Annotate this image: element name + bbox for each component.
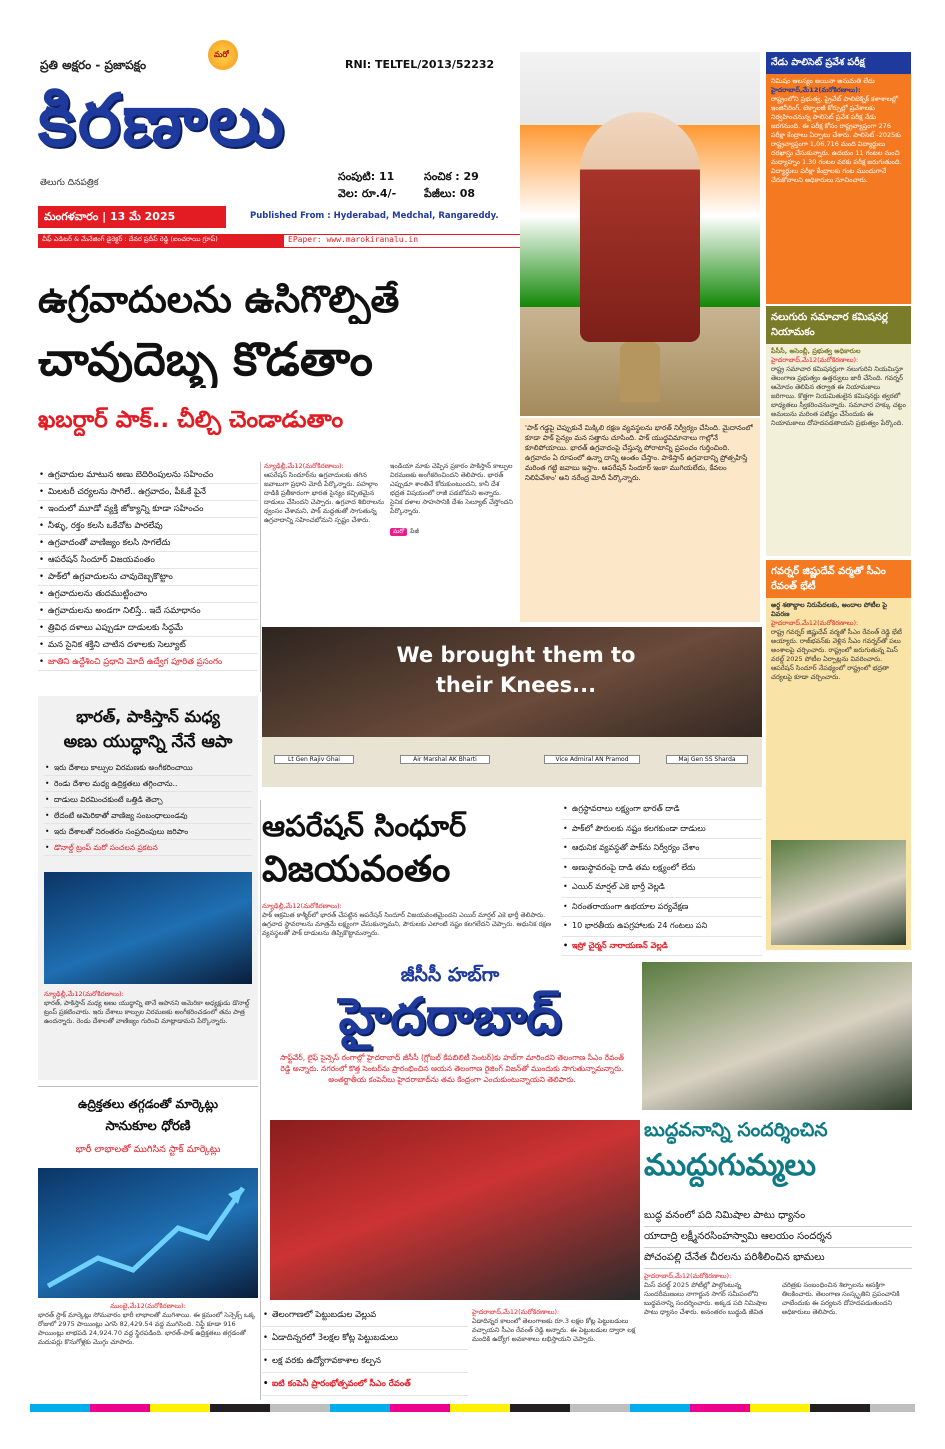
gcc-box xyxy=(262,962,638,1114)
date-banner: మంగళవారం | 13 మే 2025 xyxy=(38,206,226,228)
divider xyxy=(38,1086,258,1087)
lead-bullet: • ఉగ్రవాదుల మాటున అణు బెదిరింపులను సహించం xyxy=(38,467,258,484)
gcc-body: సాఫ్ట్‌వేర్, లైఫ్ సైన్సెస్ రంగాల్లో హైదరాబాద్ జీసీసీ (గ్లోబల్ కేపబిలిటీ సెంటర్)కు హబ్‌గా మారిందని తెలంగాణ సీఎం రేవంత్ రెడ్డి అన్నారు. నగరంలో కొత్త సెంటర్‌ను ప్రారంభించిన ఆయన తెలంగాణ రైజింగ్ విజన్‌తో ముందుకు సాగుతున్నామన్నారు. అంతర్జాతీయ కంపెనీలు హైదరాబాద్‌ను తమ కేంద్రంగా ఎంచుకుంటున్నాయని తెలిపారు. xyxy=(280,1053,624,1084)
misswo-headline-1: బుద్ధవనాన్ని సందర్శించిన xyxy=(644,1119,828,1141)
trump-headline-1: భారత్, పాకిస్తాన్ మధ్య xyxy=(76,707,220,726)
name-card: Vice Admiral AN Pramod xyxy=(544,755,640,764)
sindoor-caption-1: We brought them to xyxy=(396,643,636,667)
epaper-url[interactable]: EPaper: www.marokiranalu.in xyxy=(284,235,520,247)
invest-dateline: హైదరాబాద్,మే12(మరోకిరణాలు): xyxy=(472,1308,560,1316)
lead-body-2: ఇండియా మాకు చెప్పిన ప్రకారం పాకిస్తాన్ కాల్పుల విరమణకు అంగీకరించిందని తెలిపారు. భారత్ ఎప్పుడూ శాంతినే కోరుకుంటుందని, కానీ దేశ భద్రత విషయంలో రాజీ పడబోమని అన్నారు. సైనిక దళాల సాహసానికి దేశం సెల్యూట్ చేస్తోందని పేర్కొన్నారు. xyxy=(390,462,513,515)
lead-tag: మరో xyxy=(390,528,407,536)
trump-body: భారత్, పాకిస్తాన్ మధ్య అణు యుద్ధాన్ని తానే ఆపానని అమెరికా అధ్యక్షుడు డొనాల్డ్ ట్రంప్ ప్రకటించారు. ఇరు దేశాలు కాల్పుల విరమణకు అంగీకరించడంలో తమ పాత్ర ఉందన్నారు. రెండు దేశాలతో వాణిజ్యం గురించి మాట్లాడామని పేర్కొన్నారు. xyxy=(44,999,250,1025)
sidebar-rti xyxy=(766,306,911,556)
sindoor-bullet: • నిరంతరాయంగా ఉభయాల పర్యవేక్షణ xyxy=(562,898,762,918)
lead-body-1: ఆపరేషన్ సిందూర్‌ను ఉగ్రవాదులకు తగిన జవాబుగా ప్రధాని మోదీ పేర్కొన్నారు. పహల్గాం దాడికి ప్రతీకారంగా భారత సైన్యం కచ్చితమైన దాడులు చేసిందని చెప్పారు. ఉగ్రవాద శిబిరాలను ధ్వంసం చేశామని, పాక్ మద్దతుతో సాగుతున్న ఉగ్రవాదాన్ని సహించబోమని స్పష్టం చేశారు. xyxy=(264,471,384,524)
governor-photo xyxy=(771,840,906,945)
lead-bullet: • ఉగ్రవాదులను అండగా నిలిస్తే.. ఇదే సమాధానం xyxy=(38,603,258,620)
sidebar-polycet xyxy=(766,52,911,304)
misswo-dateline: హైదరాబాద్,మే12(మరోకిరణాలు): xyxy=(644,1272,732,1280)
invest-bullets xyxy=(262,1304,468,1396)
polycet-body: రాష్ట్రంలోని ప్రభుత్వ, ప్రైవేట్ పాలిటెక్నిక్ కళాశాలల్లో ఇంజినీరింగ్, టెక్నాలజీ కోర్సుల్లో ప్రవేశాలకు నిర్వహించనున్న పాలిసెట్ ప్రవేశ పరీక్ష నేడు జరగనుంది. ఈ పరీక్ష కోసం రాష్ట్రవ్యాప్తంగా 276 పరీక్షా కేంద్రాలు ఏర్పాటు చేశారు. పాలిసెట్ -2025కు రాష్ట్రవ్యాప్తంగా 1,06,716 మంది విద్యార్థులు దరఖాస్తు చేసుకున్నారు. ఉదయం 11 గంటల నుంచి మధ్యాహ్నం 1.30 గంటల వరకు పరీక్ష జరుగుతుంది. విద్యార్థులు పరీక్షా కేంద్రాలకు గంట ముందుగానే చేరుకోవాలని అధికారులు సూచించారు. xyxy=(771,95,902,184)
trump-photo xyxy=(44,872,252,984)
market-body xyxy=(38,1302,258,1400)
governor-dateline: హైదరాబాద్,మే12(మరోకిరణాలు): xyxy=(771,619,859,627)
market-body-text: భారత్ స్టాక్ మార్కెట్లు సోమవారం భారీ లాభాలతో ముగిశాయి. ఈ క్రమంలో సెన్సెక్స్ ఒక్క రోజులో 2975 పాయింట్లు ఎగసి 82,429.54 వద్ద ముగిసింది. నిఫ్టీ కూడా 916 పాయింట్లు లాభపడి 24,924.70 వద్ద స్థిరపడింది. భారత్-పాక్ ఉద్రిక్తతలు తగ్గడంతో మదుపర్లు కొనుగోళ్లకు మొగ్గు చూపారు. xyxy=(38,1311,256,1346)
masthead xyxy=(0,0,520,250)
lead-bullet: • జాతిని ఉద్దేశించి ప్రధాని మోదీ ఉద్వేగ పూరిత ప్రసంగం xyxy=(38,654,258,671)
published-from: Published From : Hyderabad, Medchal, Rangareddy. xyxy=(250,211,499,221)
trump-box xyxy=(38,696,258,1080)
tagline: ప్రతి అక్షరం - ప్రజాపక్షం xyxy=(40,58,147,72)
market-headline-1: ఉద్రిక్తతలు తగ్గడంతో మార్కెట్లు xyxy=(77,1097,219,1111)
lead-body-col-2 xyxy=(390,462,514,622)
sindoor-headline-1: ఆపరేషన్ సింధూర్ xyxy=(262,809,467,843)
logo-badge-text: మరో xyxy=(214,50,229,59)
lead-quote-box xyxy=(520,418,760,622)
sindoor-body-text: పాక్ ఆక్రమిత కాశ్మీర్‌లో భారత్ చేపట్టిన ఆపరేషన్ సిందూర్ విజయవంతమైందని ఎయిర్ మార్షల్ ఎకె భార్తీ తెలిపారు. ఉగ్రవాద స్థావరాలను మాత్రమే లక్ష్యంగా చేసుకున్నామని, పౌరులకు ఎలాంటి నష్టం కలగలేదని చెప్పారు. ఆధునిక రక్షణ వ్యవస్థలతో పాక్ దాడులను తిప్పికొట్టామన్నారు. xyxy=(262,911,552,937)
sidebar-governor xyxy=(766,560,911,950)
trump-bullet: • డొనాల్డ్ ట్రంప్ మరో సంచలన ప్రకటన xyxy=(44,840,252,856)
misswo-bullet: పోచంపల్లి చేనేత చీరలను పరిశీలించిన భామలు xyxy=(644,1248,912,1269)
invest-photo xyxy=(270,1120,640,1300)
invest-bullet: • లక్ష వరకు ఉద్యోగావకాశాల కల్పన xyxy=(262,1350,468,1373)
polycet-title: నేడు పాలిసెట్ ప్రవేశ పరీక్ష xyxy=(766,52,911,74)
market-headline-2: సానుకూల ధోరణి xyxy=(105,1119,191,1134)
lead-subhead: ఖబర్దార్ పాక్.. చీల్చి చెండాడుతాం xyxy=(38,407,344,433)
polycet-dateline: హైదరాబాద్,మే12(మరోకిరణాలు): xyxy=(771,86,861,94)
invest-bullet: • ఏడాదిన్నరలో 3లక్షల కోట్ల పెట్టుబడులు xyxy=(262,1327,468,1350)
lead-headline-1: ఉగ్రవాదులను ఉసిగొల్పితే xyxy=(38,278,400,321)
rti-dateline: హైదరాబాద్,మే12(మరోకిరణాలు): xyxy=(771,356,859,364)
sindoor-bullet: • ఎయిర్ మార్షల్ ఎకె భార్తీ వెల్లడి xyxy=(562,878,762,898)
divider xyxy=(260,462,261,692)
lead-tag-2: పేజీ xyxy=(410,528,419,535)
governor-title: గవర్నర్ జిష్ణుదేవ్ వర్మతో సీఎం రేవంత్ భేటీ xyxy=(766,560,911,598)
trump-bullet: • దాడులు విరమించకుంటే ఒత్తిడి తెచ్చా xyxy=(44,792,252,808)
lead-bullet: • పాక్‌లో ఉగ్రవాదులను చావుదెబ్బకొట్టాం xyxy=(38,569,258,586)
market-arrow-icon xyxy=(38,1168,258,1298)
rni-number: RNI: TELTEL/2013/52232 xyxy=(345,58,495,71)
trump-bullet: • ఇరు దేశాలతో నిరంతరం సంప్రదింపులు జరిపాం xyxy=(44,824,252,840)
market-dateline: ముంబై,మే12(మరోకిరణాలు): xyxy=(110,1302,186,1310)
misswo-body-text: మిస్ వరల్డ్ 2025 పోటీల్లో పాల్గొంటున్న సుందరీమణులు నాగార్జున సాగర్ సమీపంలోని బుద్ధవనాన్ని సందర్శించారు. అక్కడ పది నిమిషాల పాటు ధ్యానం చేశారు. అనంతరం బుద్ధుడి జీవిత చరిత్రకు సంబంధించిన శిల్పాలను ఆసక్తిగా తిలకించారు. తెలంగాణ సంస్కృతిని ప్రపంచానికి చాటేందుకు ఈ పర్యటన దోహదపడుతుందని అధికారులు తెలిపారు. xyxy=(644,1281,900,1316)
lead-bullet: • ఆపరేషన్ సిందూర్ విజయవంతం xyxy=(38,552,258,569)
sindoor-dateline: న్యూఢిల్లీ,మే12(మరోకిరణాలు): xyxy=(262,902,342,910)
polycet-intro: నిమిషం ఆలస్యం అయినా అనుమతి లేదు xyxy=(771,77,875,85)
lead-bullet: • మిలటరీ చర్యలను సాగిలే.. ఉగ్రవాదం, పీఓకే పైనే xyxy=(38,484,258,501)
volume: సంపుటి: 11 xyxy=(338,170,395,183)
rti-title: నలుగురు సమాచార కమిషనర్ల నియామకం xyxy=(766,306,911,344)
trump-bullet: • రెండు దేశాల మధ్య ఉద్రిక్తతలు తగ్గించాను.. xyxy=(44,776,252,792)
lead-bullet: • నీళ్ళు, రక్తం కలసి ఒకేచోట పారలేవు xyxy=(38,518,258,535)
invest-body-text: ఏడాదిన్నర కాలంలో తెలంగాణకు రూ.3 లక్షల కోట్ల పెట్టుబడులు వచ్చాయని సీఎం రేవంత్ రెడ్డి అన్నారు. ఈ పెట్టుబడుల ద్వారా లక్ష మందికి ఉద్యోగ అవకాశాలు లభిస్తాయని చెప్పారు. xyxy=(472,1317,636,1343)
emblem-icon xyxy=(620,342,660,402)
rti-body: రాష్ట్ర సమాచార కమిషనర్లుగా నలుగురిని నియమిస్తూ తెలంగాణ ప్రభుత్వం ఉత్తర్వులు జారీ చేసింది. గవర్నర్ ఆమోదం తెలిపిన తర్వాత ఈ నియామకాలు జరిగాయి. కొత్తగా నియమితులైన కమిషనర్లు త్వరలో బాధ్యతలు స్వీకరించనున్నారు. సమాచార హక్కు చట్టం అమలును మరింత పటిష్టం చేసేందుకు ఈ నియామకాలు దోహదపడతాయని ప్రభుత్వం పేర్కొంది. xyxy=(771,365,906,427)
trump-bullet: • లేదంటే అమెరికాతో వాణిజ్య సంబంధాలుండవు xyxy=(44,808,252,824)
pages: పేజీలు: 08 xyxy=(424,187,476,200)
name-card: Maj Gen SS Sharda xyxy=(666,755,748,764)
modi-photo xyxy=(520,52,760,416)
lead-bullet: • ఉగ్రవాదులను తుదముట్టించాం xyxy=(38,586,258,603)
misswo-body xyxy=(644,1272,912,1402)
rti-intro: పీసీసీ, అసెంబ్లీ, ప్రభుత్వ అధికారుల xyxy=(771,347,861,355)
editor-credit: చీఫ్ ఎడిటర్ & మేనేజింగ్ డైరెక్టర్ : దేవర ప్రదీప్ రెడ్డి (ఐంచరాయి గ్రూప్) xyxy=(42,235,218,243)
governor-body: రాష్ట్ర గవర్నర్ జిష్ణుదేవ్ వర్మతో సీఎం రేవంత్ రెడ్డి భేటీ అయ్యారు. రాజ్‌భవన్‌కు వెళ్లిన సీఎం గవర్నర్‌తో పలు అంశాలపై చర్చించారు. రాష్ట్రంలో జరుగుతున్న మిస్ వరల్డ్ 2025 పోటీల ఏర్పాట్లను వివరించారు. ఆపరేషన్ సిందూర్ నేపథ్యంలో రాష్ట్రంలో భద్రతా చర్యలపై కూడా చర్చించారు. xyxy=(771,628,902,681)
name-card: Lt Gen Rajiv Ghai xyxy=(274,755,354,764)
lead-body-col-1 xyxy=(264,462,386,622)
sindoor-bullet: • 10 భారతీయ ఉపగ్రహాలకు 24 గంటలు పని xyxy=(562,917,762,937)
lead-bullet: • త్రివిధ దళాలు ఎప్పుడూ దాడులకు సిద్ధమే xyxy=(38,620,258,637)
trump-bullet: • ఇరు దేశాలు కాల్పుల విరమణకు అంగీకరించాయి xyxy=(44,760,252,776)
trump-headline-2: అణు యుద్ధాన్ని నేనే ఆపా xyxy=(63,732,233,752)
divider xyxy=(260,800,261,1400)
sindoor-press-photo xyxy=(262,627,762,787)
logo: కిరణాలు xyxy=(38,78,287,162)
sindoor-body xyxy=(262,902,560,958)
invest-bullet: • ఐటి కంపెనీ ప్రారంభోత్సవంలో సీఎం రేవంత్ xyxy=(262,1373,468,1396)
lead-dateline: న్యూఢిల్లీ,మే12(మరోకిరణాలు): xyxy=(264,462,344,470)
sindoor-bullet: • పాక్‌లో పౌరులకు నష్టం కలగకుండా దాడులు xyxy=(562,820,762,840)
sindoor-caption-2: their Knees... xyxy=(435,673,597,697)
modi-figure xyxy=(580,112,700,342)
misswo-bullet: బుద్ధ వనంలో పది నిమిషాల పాటు ధ్యానం xyxy=(644,1206,912,1227)
gcc-kicker: జీసీసీ హబ్‌గా xyxy=(400,964,500,986)
sindoor-bullet: • ఇస్రో చైర్మన్ నారాయణన్ వెల్లడి xyxy=(562,937,762,957)
invest-bullet: • తెలంగాణలో పెట్టుబడుల వెల్లువ xyxy=(262,1304,468,1327)
misswo-headline-2: ముద్దుగుమ్మలు xyxy=(644,1148,816,1183)
misswo-bullet: యాదాద్రి లక్ష్మీనరసింహస్వామి ఆలయం సందర్శన xyxy=(644,1227,912,1248)
subtitle: తెలుగు దినపత్రిక xyxy=(40,178,99,188)
sindoor-bullet: • అణుస్థావరంపై దాడి తమ లక్ష్యంలో లేదు xyxy=(562,859,762,879)
market-subhead: భారీ లాభాలతో ముగిసిన స్టాక్ మార్కెట్లు xyxy=(75,1144,221,1155)
trump-dateline: న్యూఢిల్లీ,మే12(మరోకిరణాలు): xyxy=(44,990,124,998)
lead-bullet: • ఉగ్రవాదంతో వాణిజ్యం కలసి సాగలేదు xyxy=(38,535,258,552)
issue: సంచిక : 29 xyxy=(424,170,479,183)
lead-bullet: • మన సైనిక శక్తిని చాటిన దళాలకు సెల్యూట్ xyxy=(38,637,258,654)
lead-headline-2: చావుదెబ్బ కొడతాం xyxy=(38,332,373,386)
market-chart-photo xyxy=(38,1168,258,1298)
name-card: Air Marshal AK Bharti xyxy=(400,755,490,764)
lead-quote: 'పాక్ గడ్డపై చెప్పుకునే మిక్కిలి రక్షణ వ్యవస్థలను భారత్ నిర్వీర్యం చేసింది. మైదానంలో కూడా పాక్ సైన్యం మన సత్తాను చూసింది. పాక్ యుద్ధవిమానాలు గాల్లోనే కూలిపోయాయి. భారత్ ఉగ్రవాదంపై చేస్తున్న పోరాటాన్ని ప్రపంచం గుర్తించింది. ఉగ్రవాదం ఏ రూపంలో ఉన్నా దాన్ని అంతం చేస్తాం. పాకిస్తాన్ ఉగ్రవాదాన్ని ప్రోత్సహిస్తే మరింత గట్టి జవాబు ఇస్తాం. ఆపరేషన్ సిందూర్ ఇంకా ముగియలేదు, కేవలం నిలిపివేశాం' అని నరేంద్ర మోదీ పేర్కొన్నారు. xyxy=(525,424,753,482)
governor-intro: అర్థ శతాబ్దాల నిరుపేదలకు, అందాల పోటీల పై వివరణ xyxy=(771,601,887,618)
sindoor-bullet: • ఉగ్రస్థావరాలు లక్ష్యంగా భారత్ దాడి xyxy=(562,800,762,820)
misswo-bullets xyxy=(644,1206,912,1269)
print-color-bar xyxy=(30,1404,915,1414)
lead-bullet: • ఇందులో మూడో వ్యక్తి జోక్యాన్ని కూడా సహించం xyxy=(38,501,258,518)
lead-bullets xyxy=(38,467,258,691)
invest-body xyxy=(472,1308,638,1400)
price: వెల: రూ.4/- xyxy=(338,187,397,200)
sindoor-bullet: • ఆధునిక వ్యవస్థతో పాక్‌ను నిర్వీర్యం చేశాం xyxy=(562,839,762,859)
gcc-headline: హైదరాబాద్ xyxy=(338,987,562,1045)
sindoor-headline-2: విజయవంతం xyxy=(262,849,451,890)
misswo-photo xyxy=(642,962,912,1110)
sindoor-bullets xyxy=(562,800,762,958)
